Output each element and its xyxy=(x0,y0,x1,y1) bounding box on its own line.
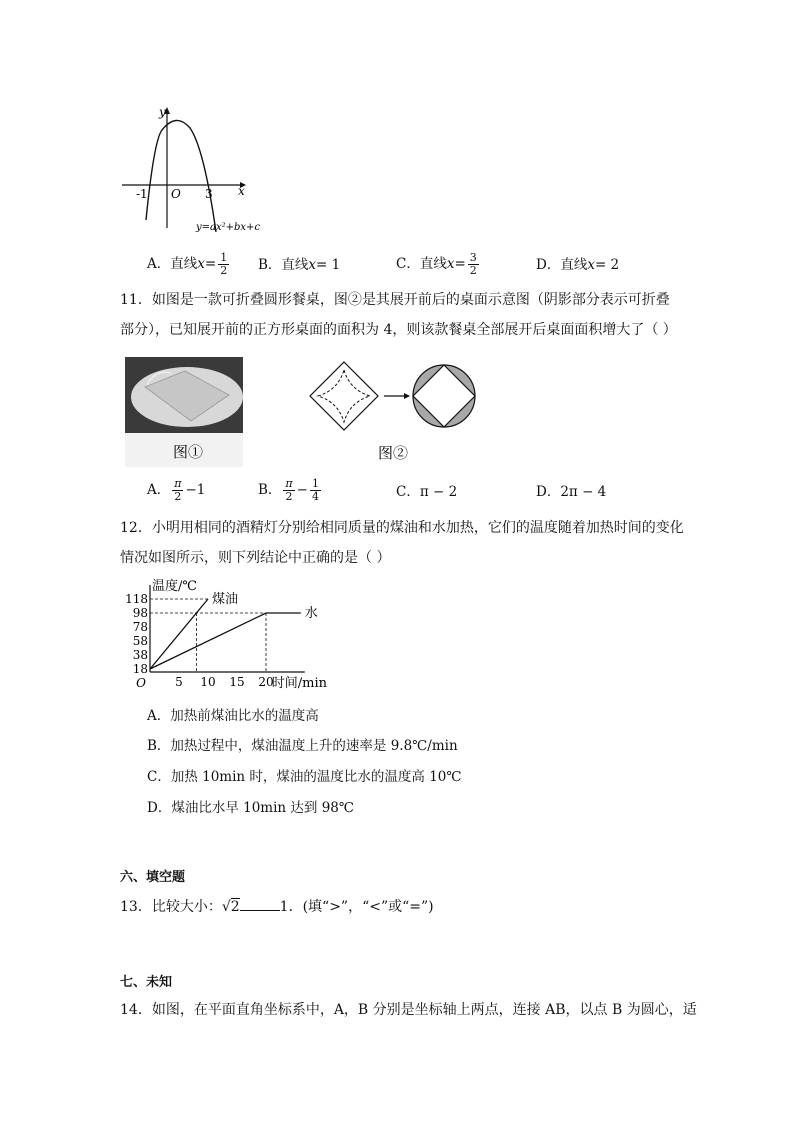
q10-option-c[interactable]: C．直线x= $\frac{3}{2}$ xyxy=(396,251,477,277)
q11-figure-2 xyxy=(300,352,490,467)
q11-option-a[interactable]: A． $\frac{\pi}{2}$ −1 xyxy=(147,477,206,503)
q12-stem-line2: 情况如图所示，则下列结论中正确的是（ ） xyxy=(120,550,391,566)
series-label-water: 水 xyxy=(304,606,318,621)
q13-answer-blank[interactable] xyxy=(240,896,280,911)
q10-option-a[interactable]: A．直线x= $\frac{1}{2}$ xyxy=(147,251,228,277)
origin-label: O xyxy=(171,187,181,201)
q11-option-b[interactable]: B． $\frac{\pi}{2}$ − $\frac{1}{4}$ xyxy=(258,477,319,503)
x-tick-label-10: 10 xyxy=(200,675,216,689)
y-tick-label-98: 98 xyxy=(132,606,148,620)
section-6-title: 六、填空题 xyxy=(120,870,186,885)
q12-option-b[interactable]: B．加热过程中，煤油温度上升的速率是 9.8℃/min xyxy=(147,738,458,754)
dashed-fold-arcs xyxy=(318,370,370,422)
chart-y-axis-label: 温度/℃ xyxy=(152,579,197,594)
y-tick-label-18: 18 xyxy=(132,662,148,676)
q13-stem: 13．比较大小：√2 1．(填“>”，“<”或“=”) xyxy=(120,896,434,917)
tick-label-neg1: -1 xyxy=(136,187,148,201)
q10-option-b[interactable]: B．直线x= 1 xyxy=(258,257,341,273)
x-tick-label-15: 15 xyxy=(229,675,245,689)
x-tick-label-5: 5 xyxy=(175,675,183,689)
chart-origin-label: O xyxy=(136,676,146,690)
q12-option-c[interactable]: C．加热 10min 时，煤油的温度比水的温度高 10℃ xyxy=(147,769,462,785)
figure-2-label: 图② xyxy=(378,444,409,462)
y-tick-label-118: 118 xyxy=(125,592,148,606)
series-label-kerosene: 煤油 xyxy=(212,592,239,607)
figure-1-label: 图① xyxy=(173,443,204,461)
q12-option-a[interactable]: A．加热前煤油比水的温度高 xyxy=(147,708,319,724)
q11-stem-line2: 部分），已知展开前的正方形桌面的面积为 4，则该款餐桌全部展开后桌面面积增大了（ ） xyxy=(120,322,677,338)
q10-option-d[interactable]: D．直线x= 2 xyxy=(536,257,620,273)
q12-stem-line1: 12．小明用相同的酒精灯分别给相同质量的煤油和水加热，它们的温度随着加热时间的变化 xyxy=(120,520,684,536)
y-axis-label: y xyxy=(159,105,166,119)
tick-label-3: 3 xyxy=(205,187,213,201)
q12-option-d[interactable]: D．煤油比水早 10min 达到 98℃ xyxy=(147,800,354,816)
parabola-graph xyxy=(118,100,261,235)
temperature-time-chart xyxy=(115,575,328,695)
sqrt-symbol: √ xyxy=(221,899,231,915)
q11-stem-line1: 11．如图是一款可折叠圆形餐桌，图②是其展开前后的桌面示意图（阴影部分表示可折叠 xyxy=(120,292,670,308)
parabola-curve xyxy=(146,120,216,232)
series-line-0 xyxy=(150,599,208,669)
chart-x-axis-label: 时间/min xyxy=(271,676,328,691)
q14-stem: 14．如图，在平面直角坐标系中，A，B 分别是坐标轴上两点，连接 AB，以点 B 为圆心，适 xyxy=(120,1002,697,1018)
x-axis-label: x xyxy=(238,184,245,198)
q11-option-c[interactable]: C．π − 2 xyxy=(396,484,458,500)
y-tick-label-38: 38 xyxy=(132,648,148,662)
parabola-equation: y=ax²+bx+c xyxy=(196,222,261,233)
q11-figure-1 xyxy=(125,357,245,467)
section-7-title: 七、未知 xyxy=(120,975,173,990)
square-folded xyxy=(310,362,378,430)
y-tick-label-58: 58 xyxy=(132,634,148,648)
y-tick-label-78: 78 xyxy=(132,620,148,634)
arrow-head xyxy=(404,393,410,399)
q11-option-d[interactable]: D．2π − 4 xyxy=(536,484,607,500)
x-tick-label-20: 20 xyxy=(258,675,274,689)
